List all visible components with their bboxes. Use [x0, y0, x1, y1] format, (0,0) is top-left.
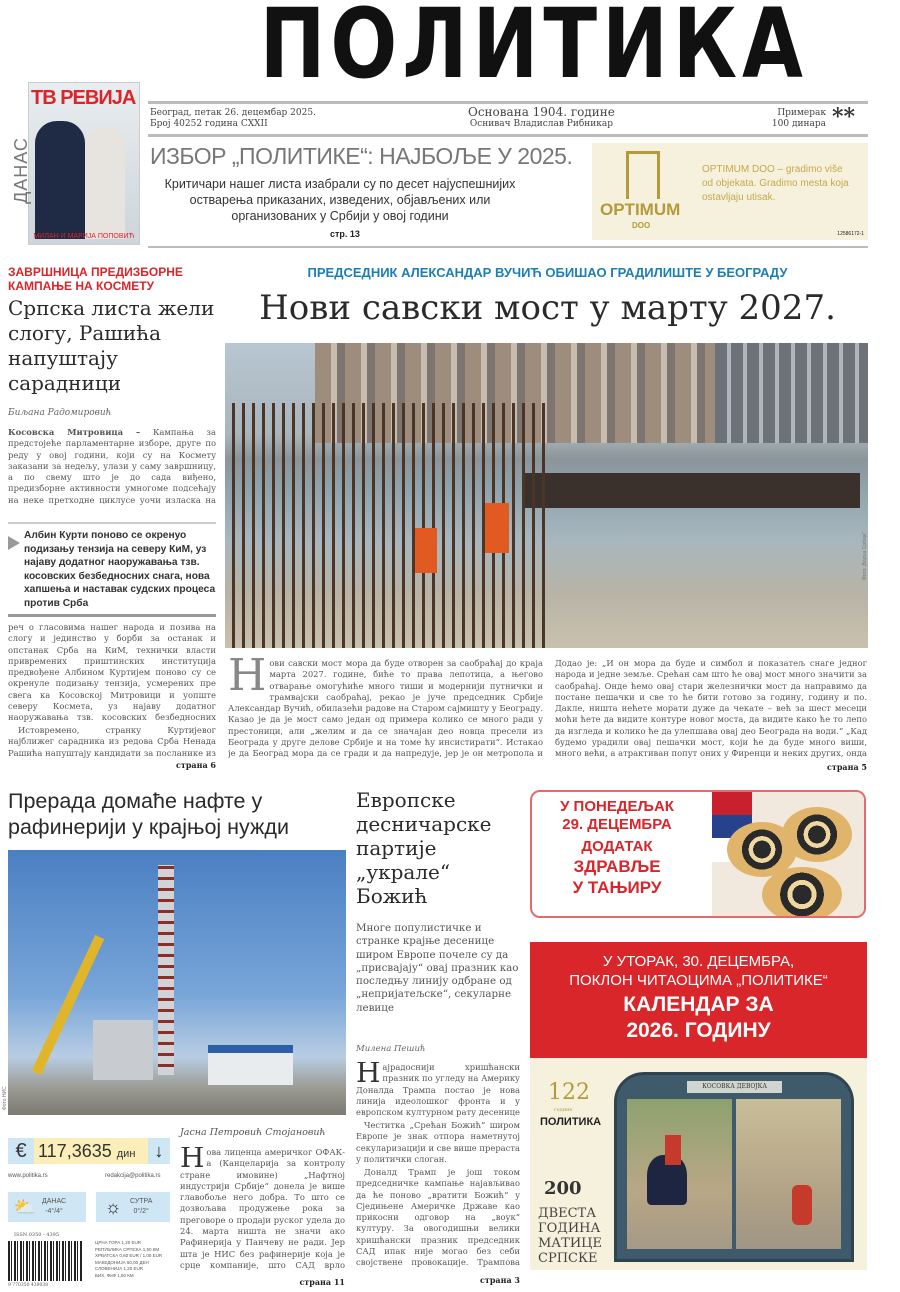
- christmas-page-ref[interactable]: страна 3: [480, 1275, 520, 1285]
- optimum-text: OPTIMUM DOO – gradimo više od objekata. Gradimo mesta koja ostavljaju utisak.: [702, 164, 849, 203]
- promo-page[interactable]: стр. 13: [330, 229, 360, 239]
- photo-tanks: [93, 1020, 153, 1080]
- weather-tomorrow: [96, 1192, 170, 1222]
- ad-calendar-title: 2026. ГОДИНУ: [626, 1019, 771, 1042]
- ad-health-line: ДОДАТАК: [581, 838, 653, 855]
- left-byline: Биљана Радомировић: [8, 408, 112, 418]
- weather-today: [8, 1192, 86, 1222]
- main-headline[interactable]: Нови савски мост у марту 2027.: [259, 288, 836, 328]
- promo-text: Критичари нашег листа изабрали су по десет најуспешнијих остварења приказаних, изведених, објављених или организованих у Србији у овој години: [164, 177, 516, 223]
- anniversary-number: 122: [548, 1080, 590, 1105]
- issn: ISSN 0350 - 4395: [14, 1232, 60, 1238]
- christmas-body-1: [356, 1062, 520, 1119]
- left-pull-quote: Албин Курти поново се окренуо подизању тензија на северу КиМ, уз најаву додатног наоружавања тзв. косовских безбедносних снага, нова хапшења и наставак судских процеса против Срба: [24, 530, 216, 609]
- left-body-2: реч о гласовима нашег народа и позива на слогу и јединство у борби за останак и опстанак Срба на КиМ, технички власти привремених приштинских институција предвођене Албином Куртијем поново су се окренуле подизању тензија, усмерених пре свега ка Косовској Митровици и уопште северу Космета, уз најаву додатног наоружавања тзв. косовских безбедносних: [8, 622, 216, 723]
- ad-health-line: 29. ДЕЦЕМБРА: [562, 816, 672, 833]
- photo-barge: [525, 473, 860, 508]
- ad-calendar-title: КАЛЕНДАР ЗА: [623, 993, 774, 1016]
- photo-worker: [485, 503, 509, 553]
- optimum-logo: OPTIMUM: [600, 200, 681, 219]
- tomorrow-forecast: [130, 1197, 152, 1217]
- painting-panel-right: [736, 1099, 841, 1249]
- cover-names: МИЛАН И МАРИЈА ПОПОВИЋ: [33, 233, 135, 240]
- photo-roll-slice: [762, 867, 842, 918]
- ad-calendar-line: У УТОРАК, 30. ДЕЦЕМБРА,: [602, 953, 795, 970]
- promo-headline[interactable]: ИЗБОР „ПОЛИТИКЕ“: НАЈБОЉЕ У 2025.: [150, 143, 573, 169]
- cover-photo-woman: [85, 127, 125, 239]
- matica-line: МАТИЦЕ: [538, 1236, 602, 1251]
- price-item: СЛОВЕНИЈА 1,20 EUR: [95, 1266, 144, 1271]
- issue-number: Број 40252 година CXXII: [150, 119, 268, 129]
- ad-calendar-banner[interactable]: [530, 942, 867, 1058]
- main-kicker: ПРЕДСЕДНИК АЛЕКСАНДАР ВУЧИЋ ОБИШАО ГРАДИЛИШТЕ У БЕОГРАДУ: [307, 265, 788, 280]
- website-link[interactable]: www.politika.rs: [8, 1173, 48, 1179]
- ad-health-supplement[interactable]: [530, 790, 866, 918]
- cover-side-label: ДАНАС: [10, 137, 31, 204]
- ad-health-text: [532, 798, 702, 898]
- photo-truck: [208, 1045, 293, 1085]
- partly-cloudy-icon: ⛅: [13, 1196, 37, 1217]
- cover-photo-man: [35, 121, 85, 239]
- oil-byline: Јасна Петровић Стојановић: [180, 1127, 326, 1138]
- tomorrow-temp: 0°/2°: [133, 1208, 149, 1215]
- exchange-rate-widget: [8, 1138, 170, 1164]
- photo-towers: [715, 343, 868, 443]
- left-kicker: ЗАВРШНИЦА ПРЕДИЗБОРНЕ КАМПАЊЕ НА КОСМЕТУ: [8, 265, 183, 293]
- rate-value: 117,3635: [38, 1141, 112, 1161]
- ad-calendar-body[interactable]: [530, 1058, 867, 1270]
- today-temp: -4°/4°: [45, 1208, 63, 1215]
- left-headline[interactable]: Српска листа жели слогу, Рашића напуштају сарадници: [8, 296, 215, 395]
- euro-icon: €: [8, 1138, 34, 1164]
- price-item: МАКЕДОНИЈА 60,00 ДЕН: [95, 1259, 149, 1265]
- divider: [8, 522, 216, 524]
- matica-line: ДВЕСТА: [538, 1206, 597, 1221]
- divider: [148, 101, 868, 104]
- dropcap: Н: [356, 1062, 381, 1089]
- arrow-down-icon: ↓: [148, 1138, 170, 1164]
- oil-body: [180, 1147, 345, 1271]
- ad-health-photo-poppy-roll: [712, 792, 866, 918]
- matica-200-logo: 200: [544, 1178, 582, 1199]
- cover-title: ТВ РЕВИЈА: [31, 87, 136, 109]
- tv-revija-cover[interactable]: [28, 82, 140, 245]
- oil-photo-credit: Фото НИС: [2, 1086, 8, 1110]
- oil-photo-drilling-rig[interactable]: [8, 850, 346, 1115]
- photo-credit: Фото „Војска Србије“: [862, 531, 868, 580]
- issue-date: [150, 108, 316, 130]
- main-body-col1-text: ови савски мост мора да буде отворен за саобраћај до краја марта 2027. године, биће то права лепотица, а његово отварање омогућиће много тиши и модернији путнички и трамвајски саобраћај, рекао је јуче председник Србије Александар Вучић, обилазећи радове на Старом сајмишту у Београду. Казао је да је мост само један од примера колико се много ради у престоници, али „желим и да се значајан део новца пресели из Београда у друге делове Србије и на томе ћу инсистирати“. Истакао је да Београд мора да се гради и да напредује, јер је он метропола и: [228, 658, 543, 759]
- foreign-prices: [95, 1240, 162, 1279]
- matica-text: [538, 1206, 602, 1266]
- price-item: ЦРНА ГОРА 1,20 EUR: [95, 1240, 141, 1245]
- matica-line: СРПСКЕ: [538, 1251, 598, 1266]
- exchange-rate: [34, 1138, 148, 1164]
- price-item: БИХ, ФиФ 1,50 КМ: [95, 1272, 134, 1278]
- photo-rig-tower: [158, 865, 174, 1075]
- price-value: 100 динара: [771, 119, 826, 129]
- triangle-bullet-icon: [8, 536, 20, 550]
- sun-icon: ☼: [104, 1196, 122, 1217]
- matica-line: ГОДИНА: [538, 1221, 601, 1236]
- ad-health-line: ЗДРАВЉЕ: [573, 857, 661, 876]
- painting-title: КОСОВКА ДЕВОЈКА: [687, 1081, 782, 1093]
- main-body-col1: [228, 658, 543, 760]
- main-photo-bridge-construction[interactable]: [225, 343, 868, 648]
- main-body-col2: Додао је: „И он мора да буде и симбол и показатељ снаге једног народа и једне земље. Срећан сам што ће овај мост много значити за саобраћај. Онде ћемо овај стари железнички мост да направимо да постане пешачки и све то ће бити готово за годину, годину и по. Дакле, ништа нећете морати дуже да чекате – већ за шест месеци моћи ћете да видите контуре новог моста, да видите како ће то лепо да изгледа и колико ће да улепшава овај део Београда на води.“ „Кад будемо урадили овај пешачки мост, који ће да буде много виши, много већи, а атрактиван попут оних у Фиренци и неких других, онда: [555, 658, 867, 759]
- edition-stars: **: [832, 104, 856, 130]
- oil-page-ref[interactable]: страна 11: [299, 1277, 345, 1287]
- ad-optimum[interactable]: [592, 143, 868, 240]
- barcode: [8, 1241, 83, 1281]
- politika-small-logo: ПОЛИТИКА: [540, 1116, 602, 1128]
- price-item: РЕПУБЛИКА СРПСКА 1,50 КМ: [95, 1246, 160, 1252]
- email-link[interactable]: redakcija@politika.rs: [105, 1173, 161, 1179]
- left-body-1-lead: Косовска Митровица –: [8, 427, 141, 437]
- founded-info: [468, 106, 615, 130]
- optimum-logo-sub: DOO: [632, 221, 651, 230]
- christmas-byline: Милена Пешић: [356, 1044, 426, 1054]
- left-body-1: [8, 427, 216, 506]
- oil-body-text: ова лиценца америчког ОФАК-а (Канцеларија за контролу стране имовине) „Нафтној индустрији Србије“ донела је више главобоље него добра. То што се дозвољава продужење рока за преговоре о продаји руског удела до 24. марта ништа не значи ако Рафинерија у Панчеву не ради. Јер шта је НИС без рафинерије која је срце компаније, што САД врло: [180, 1147, 345, 1270]
- painting-rider: [665, 1135, 681, 1165]
- calendar-painting: [614, 1072, 854, 1262]
- ad-health-line: У ТАЊИРУ: [572, 878, 662, 897]
- today-label: ДАНАС: [42, 1198, 67, 1205]
- ad-health-line: У ПОНЕДЕЉАК: [560, 798, 674, 815]
- christmas-dek: Многе популистичке и странке крајње десенице широм Европе почеле су да „присвајају“ овај празник као последњу линију одбране од „непријатељске“, секуларне левице: [356, 922, 519, 1014]
- left-body-1-text: Кампања за предстојеће парламентарне изборе, друге по реду у овој години, који су на Космету заказани за недељу, улази у саму завршницу, а по свему што је до сада виђено, предизборне активности умногоме подсећају на неке претходне циклусе уочи изласка на: [8, 427, 216, 505]
- building-icon: [626, 151, 660, 199]
- photo-roll-slice: [782, 807, 852, 862]
- ad-code: 12586172-1: [837, 231, 864, 237]
- anniversary-word: године: [554, 1107, 573, 1113]
- oil-headline[interactable]: Прерада домаће нафте у рафинерији у крајњој нужди: [8, 789, 289, 839]
- dropcap: Н: [180, 1147, 205, 1174]
- dropcap: Н: [228, 658, 267, 701]
- barcode-number: 9 770350 439038: [8, 1283, 49, 1288]
- left-page-ref[interactable]: страна 6: [176, 760, 216, 770]
- christmas-body-1-text: ајрадоснији хришћански празник по угледу на Америку Доналда Трампа постао је нова линија идеолошког фронта и у европском културном рату десенице: [356, 1062, 520, 1118]
- founded-year: Основана 1904. године: [468, 105, 615, 119]
- today-forecast: [42, 1197, 66, 1217]
- main-page-ref[interactable]: страна 5: [827, 762, 867, 772]
- price-label: Примерак: [777, 108, 826, 118]
- founder: Оснивач Владислав Рибникар: [469, 119, 613, 129]
- christmas-body-2: Честитка „Срећан Божић“ широм Европе је знак отпора наметнутој секуларизацији и све више прераста у политички слоган.: [356, 1120, 520, 1164]
- divider: [8, 614, 216, 617]
- issue-date-text: Београд, петак 26. децембар 2025.: [150, 108, 316, 118]
- rate-unit: дин: [116, 1148, 136, 1160]
- divider: [148, 246, 868, 248]
- photo-worker: [415, 528, 437, 573]
- christmas-body-3: Доналд Трамп је још током председничке кампање најављивао да ће поново „вратити Божић“ у Сједињене Америчке Државе као прикосни одговор на „воук“ културу. За овогодишњи велики хришћански празник председник САД ипак није могао без себи својствене провокације. Трампова: [356, 1167, 520, 1268]
- divider: [148, 134, 868, 137]
- tomorrow-label: СУТРА: [130, 1198, 153, 1205]
- christmas-headline[interactable]: Европске десничарске партије „украле“ Божић: [356, 788, 492, 908]
- painting-girl: [792, 1185, 812, 1225]
- left-body-3: Истовремено, странку Куртијевог најближег сарадника из редова Срба Ненада Рашића напуштају кандидати за посланике из: [8, 725, 216, 758]
- masthead-logo: ПОЛИТИКА: [259, 0, 808, 100]
- price: [770, 108, 826, 130]
- price-item: ХРВАТСКА 0,60 EUR / 1,00 EUR: [95, 1253, 163, 1258]
- ad-calendar-line: ПОКЛОН ЧИТАОЦИМА „ПОЛИТИКЕ“: [569, 972, 828, 989]
